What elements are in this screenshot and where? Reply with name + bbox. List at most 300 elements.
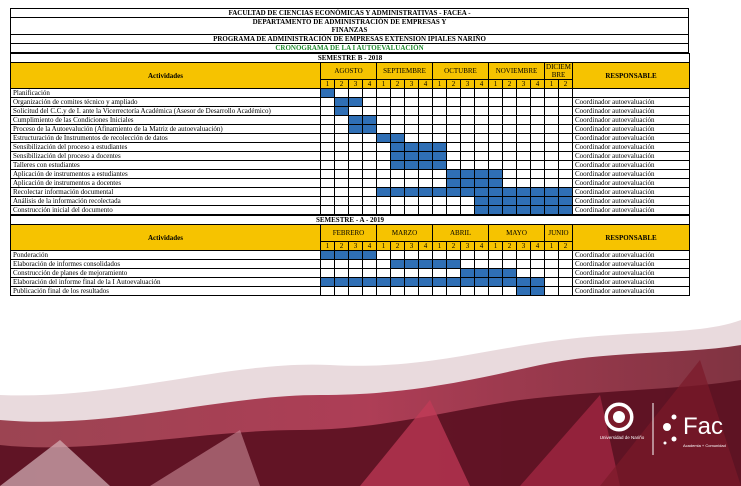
table-row [11,116,690,125]
responsible-cell [573,89,690,98]
gantt-filled-cell [405,278,419,287]
gantt-empty-cell [447,116,461,125]
gantt-empty-cell [321,260,335,269]
gantt-empty-cell [335,134,349,143]
gantt-empty-cell [363,107,377,116]
activity-cell: Talleres con estudiantes [11,161,321,170]
activity-cell: Recolectar información documental [11,188,321,197]
gantt-empty-cell [489,89,503,98]
gantt-empty-cell [545,134,559,143]
gantt-filled-cell [405,152,419,161]
gantt-empty-cell [531,161,545,170]
gantt-empty-cell [419,116,433,125]
week-number: 4 [419,242,433,251]
gantt-empty-cell [447,161,461,170]
gantt-empty-cell [447,143,461,152]
gantt-filled-cell [419,278,433,287]
gantt-filled-cell [447,179,461,188]
gantt-empty-cell [531,89,545,98]
title-schedule: CRONOGRAMA DE LA I AUTOEVALUACIÓN [11,44,689,53]
gantt-empty-cell [391,170,405,179]
gantt-empty-cell [503,107,517,116]
week-number: 2 [391,242,405,251]
week-number: 4 [363,242,377,251]
week-number: 4 [531,242,545,251]
gantt-empty-cell [391,89,405,98]
activity-cell: Sensibilización del proceso a estudiantes [11,143,321,152]
gantt-empty-cell [559,170,573,179]
gantt-empty-cell [349,260,363,269]
gantt-filled-cell [433,143,447,152]
gantt-empty-cell [321,170,335,179]
gantt-empty-cell [321,125,335,134]
gantt-empty-cell [559,98,573,107]
logos-area [591,395,741,465]
gantt-empty-cell [419,89,433,98]
gantt-empty-cell [335,287,349,296]
gantt-filled-cell [433,260,447,269]
gantt-filled-cell [419,188,433,197]
gantt-filled-cell [531,287,545,296]
gantt-empty-cell [503,116,517,125]
gantt-filled-cell [517,206,531,215]
gantt-empty-cell [559,89,573,98]
gantt-filled-cell [447,188,461,197]
gantt-filled-cell [461,179,475,188]
gantt-empty-cell [475,89,489,98]
gantt-empty-cell [363,134,377,143]
gantt-empty-cell [377,125,391,134]
gantt-filled-cell [475,170,489,179]
gantt-empty-cell [419,98,433,107]
week-number: 1 [545,80,559,89]
gantt-empty-cell [335,152,349,161]
gantt-empty-cell [489,125,503,134]
activity-cell: Organización de comites técnico y ampliado [11,98,321,107]
gantt-empty-cell [391,125,405,134]
table-row [11,269,690,278]
fac-logo-text: Fac [683,413,724,440]
gantt-filled-cell [405,143,419,152]
gantt-empty-cell [503,251,517,260]
table-row [11,251,690,260]
responsible-cell: Coordinador autoevaluación [573,179,690,188]
gantt-empty-cell [335,188,349,197]
gantt-empty-cell [377,107,391,116]
gantt-empty-cell [419,134,433,143]
schedule-table-semester-b [10,53,690,215]
gantt-empty-cell [433,251,447,260]
gantt-empty-cell [349,179,363,188]
gantt-empty-cell [503,179,517,188]
gantt-empty-cell [377,98,391,107]
gantt-empty-cell [517,143,531,152]
gantt-empty-cell [321,143,335,152]
gantt-empty-cell [377,260,391,269]
responsible-cell: Coordinador autoevaluación [573,197,690,206]
gantt-empty-cell [559,278,573,287]
gantt-empty-cell [489,107,503,116]
gantt-empty-cell [335,143,349,152]
gantt-filled-cell [517,287,531,296]
gantt-empty-cell [363,188,377,197]
gantt-empty-cell [545,89,559,98]
gantt-empty-cell [391,197,405,206]
schedule-sheet [10,8,689,296]
responsible-cell: Coordinador autoevaluación [573,188,690,197]
gantt-empty-cell [559,107,573,116]
activity-cell: Construcción inicial del documento [11,206,321,215]
gantt-empty-cell [363,170,377,179]
gantt-filled-cell [447,170,461,179]
gantt-filled-cell [419,161,433,170]
gantt-empty-cell [405,170,419,179]
responsible-cell: Coordinador autoevaluación [573,278,690,287]
gantt-empty-cell [405,206,419,215]
gantt-empty-cell [363,143,377,152]
gantt-empty-cell [531,251,545,260]
gantt-filled-cell [377,134,391,143]
gantt-empty-cell [433,98,447,107]
gantt-empty-cell [545,152,559,161]
gantt-filled-cell [503,278,517,287]
gantt-empty-cell [475,107,489,116]
table-row [11,152,690,161]
gantt-filled-cell [503,269,517,278]
gantt-empty-cell [433,197,447,206]
activity-cell: Elaboración de informes consolidados [11,260,321,269]
gantt-empty-cell [377,287,391,296]
week-number: 1 [489,80,503,89]
activity-cell: Publicación final de los resultados [11,287,321,296]
gantt-empty-cell [419,170,433,179]
gantt-empty-cell [503,98,517,107]
week-number: 4 [363,80,377,89]
gantt-empty-cell [531,152,545,161]
gantt-empty-cell [363,161,377,170]
week-number: 3 [405,242,419,251]
gantt-empty-cell [559,134,573,143]
responsible-cell: Coordinador autoevaluación [573,125,690,134]
gantt-filled-cell [475,197,489,206]
gantt-empty-cell [545,161,559,170]
gantt-empty-cell [503,89,517,98]
gantt-filled-cell [475,206,489,215]
gantt-filled-cell [419,143,433,152]
gantt-empty-cell [433,287,447,296]
activities-header-label: Actividades [148,233,183,242]
gantt-empty-cell [321,161,335,170]
gantt-filled-cell [489,188,503,197]
gantt-empty-cell [391,98,405,107]
table-row [11,107,690,116]
gantt-empty-cell [377,269,391,278]
gantt-empty-cell [419,287,433,296]
gantt-empty-cell [349,134,363,143]
title-department [11,18,689,35]
gantt-empty-cell [335,89,349,98]
gantt-empty-cell [405,134,419,143]
gantt-empty-cell [559,287,573,296]
gantt-empty-cell [363,98,377,107]
week-number: 3 [517,80,531,89]
activity-cell: Aplicación de instrumentos a docentes [11,179,321,188]
gantt-filled-cell [391,143,405,152]
gantt-empty-cell [405,269,419,278]
gantt-empty-cell [363,206,377,215]
semester-title: SEMESTRE - A - 2019 [11,216,690,225]
gantt-empty-cell [405,116,419,125]
gantt-empty-cell [391,287,405,296]
gantt-empty-cell [503,134,517,143]
month-header: MARZO [377,225,433,242]
gantt-filled-cell [391,188,405,197]
gantt-empty-cell [321,269,335,278]
gantt-empty-cell [335,206,349,215]
gantt-empty-cell [559,161,573,170]
semester-title: SEMESTRE B - 2018 [11,54,690,63]
gantt-empty-cell [517,161,531,170]
gantt-empty-cell [531,260,545,269]
gantt-filled-cell [489,170,503,179]
week-number: 3 [517,242,531,251]
gantt-empty-cell [461,251,475,260]
gantt-empty-cell [377,116,391,125]
gantt-empty-cell [545,269,559,278]
gantt-empty-cell [475,287,489,296]
responsible-cell: Coordinador autoevaluación [573,287,690,296]
gantt-empty-cell [461,260,475,269]
gantt-empty-cell [349,89,363,98]
gantt-empty-cell [363,260,377,269]
gantt-empty-cell [419,107,433,116]
gantt-empty-cell [489,161,503,170]
gantt-empty-cell [531,269,545,278]
gantt-empty-cell [447,107,461,116]
gantt-empty-cell [447,134,461,143]
gantt-empty-cell [321,134,335,143]
gantt-filled-cell [461,170,475,179]
gantt-filled-cell [349,251,363,260]
gantt-empty-cell [531,170,545,179]
gantt-empty-cell [545,170,559,179]
month-header: OCTUBRE [433,63,489,80]
gantt-filled-cell [517,278,531,287]
gantt-empty-cell [531,116,545,125]
gantt-filled-cell [321,278,335,287]
table-row [11,287,690,296]
month-header: DICIEMBRE [546,63,571,79]
week-number: 4 [419,80,433,89]
gantt-empty-cell [377,89,391,98]
gantt-filled-cell [517,197,531,206]
responsible-cell: Coordinador autoevaluación [573,152,690,161]
responsible-cell: Coordinador autoevaluación [573,251,690,260]
gantt-filled-cell [377,278,391,287]
responsible-header: RESPONSABLE [573,63,690,89]
gantt-empty-cell [349,206,363,215]
gantt-empty-cell [447,251,461,260]
gantt-empty-cell [503,143,517,152]
week-number: 4 [475,242,489,251]
gantt-filled-cell [391,161,405,170]
gantt-empty-cell [405,125,419,134]
gantt-empty-cell [517,98,531,107]
table-row [11,170,690,179]
table-row [11,179,690,188]
gantt-empty-cell [461,98,475,107]
gantt-empty-cell [447,287,461,296]
gantt-empty-cell [391,251,405,260]
gantt-empty-cell [391,179,405,188]
gantt-filled-cell [559,188,573,197]
table-row [11,89,690,98]
gantt-empty-cell [503,287,517,296]
gantt-filled-cell [447,260,461,269]
gantt-filled-cell [419,260,433,269]
week-number: 1 [545,242,559,251]
gantt-empty-cell [489,98,503,107]
gantt-filled-cell [391,260,405,269]
gantt-empty-cell [433,179,447,188]
gantt-empty-cell [433,206,447,215]
gantt-empty-cell [475,161,489,170]
gantt-empty-cell [517,125,531,134]
gantt-filled-cell [335,251,349,260]
gantt-filled-cell [363,116,377,125]
gantt-empty-cell [419,197,433,206]
gantt-empty-cell [559,260,573,269]
gantt-empty-cell [391,206,405,215]
responsible-header: RESPONSABLE [573,225,690,251]
gantt-empty-cell [377,179,391,188]
gantt-empty-cell [377,197,391,206]
table-row [11,125,690,134]
week-number: 2 [559,242,573,251]
gantt-filled-cell [461,188,475,197]
gantt-empty-cell [405,287,419,296]
gantt-empty-cell [517,89,531,98]
gantt-empty-cell [545,107,559,116]
gantt-empty-cell [489,116,503,125]
gantt-empty-cell [461,107,475,116]
gantt-empty-cell [349,269,363,278]
gantt-empty-cell [405,98,419,107]
gantt-empty-cell [349,170,363,179]
gantt-empty-cell [545,278,559,287]
table-row [11,143,690,152]
gantt-empty-cell [335,197,349,206]
gantt-empty-cell [503,152,517,161]
gantt-empty-cell [321,107,335,116]
gantt-empty-cell [433,134,447,143]
responsible-cell: Coordinador autoevaluación [573,116,690,125]
table-row [11,260,690,269]
week-number: 3 [405,80,419,89]
gantt-empty-cell [363,197,377,206]
gantt-empty-cell [545,179,559,188]
gantt-empty-cell [517,269,531,278]
gantt-empty-cell [475,98,489,107]
table-row [11,188,690,197]
week-number: 3 [349,80,363,89]
gantt-empty-cell [461,89,475,98]
gantt-filled-cell [503,188,517,197]
gantt-empty-cell [531,179,545,188]
gantt-empty-cell [363,89,377,98]
gantt-filled-cell [545,206,559,215]
schedule-table-semester-a [10,215,690,296]
week-number: 2 [503,80,517,89]
gantt-empty-cell [461,152,475,161]
gantt-empty-cell [545,251,559,260]
gantt-empty-cell [531,134,545,143]
gantt-empty-cell [321,98,335,107]
gantt-empty-cell [559,251,573,260]
activity-cell: Aplicación de instrumentos a estudiantes [11,170,321,179]
gantt-empty-cell [391,116,405,125]
week-number: 2 [391,80,405,89]
gantt-filled-cell [531,188,545,197]
activity-cell: Estructuración de Instrumentos de recolección de datos [11,134,321,143]
week-number: 3 [461,80,475,89]
gantt-empty-cell [517,260,531,269]
gantt-empty-cell [377,206,391,215]
week-number: 2 [503,242,517,251]
gantt-filled-cell [489,269,503,278]
activity-cell: Construcción de planes de mejoramiento [11,269,321,278]
week-number: 2 [447,80,461,89]
gantt-filled-cell [559,206,573,215]
gantt-empty-cell [517,152,531,161]
activity-cell: Solicitud del C.C.y de I. ante la Vicerrectoría Académica (Asesor de Desarrollo Académico) [11,107,321,116]
gantt-empty-cell [349,161,363,170]
gantt-filled-cell [489,206,503,215]
gantt-empty-cell [335,125,349,134]
activities-header [11,63,321,89]
gantt-filled-cell [335,278,349,287]
university-logo-label: Universidad de Nariño [599,435,645,440]
week-number: 2 [335,80,349,89]
gantt-filled-cell [377,188,391,197]
gantt-empty-cell [419,269,433,278]
gantt-empty-cell [349,188,363,197]
title-block [10,8,689,53]
gantt-filled-cell [321,251,335,260]
activity-cell: Elaboración del informe final de la I Autoevaluación [11,278,321,287]
gantt-empty-cell [461,206,475,215]
gantt-filled-cell [335,98,349,107]
gantt-filled-cell [433,152,447,161]
week-number: 1 [321,80,335,89]
gantt-empty-cell [321,206,335,215]
activity-cell: Análisis de la información recolectada [11,197,321,206]
gantt-empty-cell [461,134,475,143]
table-row [11,98,690,107]
gantt-filled-cell [349,125,363,134]
activity-cell: Planificación [11,89,321,98]
gantt-empty-cell [433,116,447,125]
gantt-filled-cell [433,278,447,287]
week-number: 1 [433,242,447,251]
gantt-filled-cell [461,269,475,278]
gantt-filled-cell [475,269,489,278]
gantt-empty-cell [447,98,461,107]
gantt-empty-cell [559,179,573,188]
responsible-cell: Coordinador autoevaluación [573,260,690,269]
gantt-empty-cell [475,116,489,125]
gantt-filled-cell [531,206,545,215]
